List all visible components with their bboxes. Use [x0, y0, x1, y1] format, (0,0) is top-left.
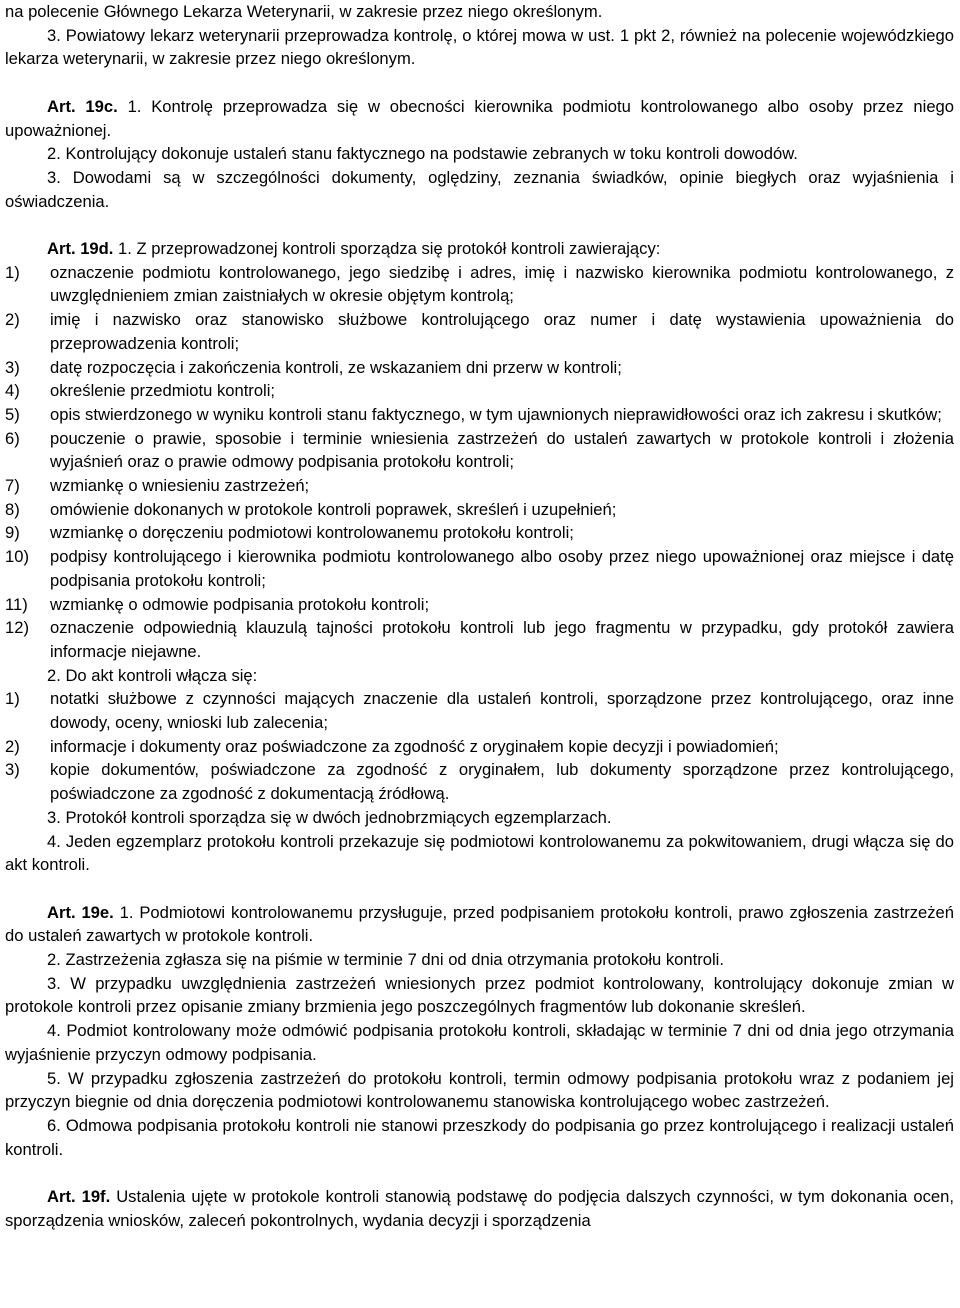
list-item-number: 1)	[5, 262, 20, 282]
list-item-number: 3)	[5, 357, 20, 377]
list-item	[5, 687, 954, 734]
art-19d-p1	[5, 237, 954, 261]
list-items-2	[5, 687, 954, 806]
paragraph-text: 1. Z przeprowadzonej kontroli sporządza się protokół kontroli zawierający:	[118, 239, 661, 258]
list-item	[5, 593, 954, 617]
paragraph-continuation: na polecenie Głównego Lekarza Weterynarii, w zakresie przez niego określonym.	[5, 2, 603, 21]
list-item-number: 11)	[5, 594, 28, 614]
list-item-number: 10)	[5, 547, 29, 567]
list-item	[5, 261, 954, 308]
list-item-number: 8)	[5, 499, 20, 519]
list-item	[5, 498, 954, 522]
list-item	[5, 735, 954, 759]
list-item-number: 12)	[5, 618, 29, 638]
art-19e-p3: 3. W przypadku uwzględnienia zastrzeżeń wniesionych przez podmiot kontrolowany, kontrolujący dokonuje zmian w protokole kontroli przez opisanie zmiany brzmienia jego poszczególnych fragmentów lub dokonanie skreśleń.	[5, 973, 954, 1017]
art-19d-p2: 2. Do akt kontroli włącza się:	[47, 665, 258, 685]
list-item-text: oznaczenie odpowiednią klauzulą tajności protokołu kontroli lub jego fragmentu w przypadku, gdy protokół zawiera informacje niejawne.	[50, 618, 954, 661]
list-item	[5, 427, 954, 474]
list-item-number: 7)	[5, 476, 20, 496]
list-item-text: opis stwierdzonego w wyniku kontroli stanu faktycznego, w tym ujawnionych nieprawidłowości oraz ich zakresu i skutków;	[50, 404, 942, 424]
list-item	[5, 616, 954, 663]
art-19c-p1	[5, 95, 954, 142]
art-19f-p1	[5, 1185, 954, 1232]
list-item-text: informacje i dokumenty oraz poświadczone za zgodność z oryginałem kopie decyzji i powiadomień;	[50, 736, 779, 756]
list-item	[5, 474, 954, 498]
list-item	[5, 379, 954, 403]
list-item-number: 3)	[5, 760, 20, 780]
list-item-number: 4)	[5, 381, 20, 401]
list-item-text: imię i nazwisko oraz stanowisko służbowe kontrolującego oraz numer i datę wystawienia upoważnienia do przeprowadzenia kontroli;	[50, 310, 954, 353]
art-19e-p1	[5, 901, 954, 948]
list-item-text: wzmiankę o doręczeniu podmiotowi kontrolowanemu protokołu kontroli;	[50, 523, 574, 543]
list-item	[5, 521, 954, 545]
list-item	[5, 403, 954, 427]
list-item-number: 9)	[5, 523, 20, 543]
paragraph-text: 1. Kontrolę przeprowadza się w obecności kierownika podmiotu kontrolowanego albo osoby przez niego upoważnionej.	[5, 96, 954, 140]
article-label: Art. 19f.	[47, 1187, 111, 1207]
list-item-text: wzmiankę o odmowie podpisania protokołu kontroli;	[50, 594, 430, 614]
article-label: Art. 19e.	[47, 902, 114, 922]
list-item	[5, 308, 954, 355]
list-item-text: wzmiankę o wniesieniu zastrzeżeń;	[50, 476, 310, 496]
list-item-text: omówienie dokonanych w protokole kontroli poprawek, skreśleń i uzupełnień;	[50, 499, 617, 519]
art-19d-p4: 4. Jeden egzemplarz protokołu kontroli przekazuje się podmiotowi kontrolowanemu za pokwitowaniem, drugi włącza się do akt kontroli.	[5, 831, 954, 875]
list-item-text: notatki służbowe z czynności mających znaczenie dla ustaleń kontroli, sporządzone przez kontrolującego, oraz inne dowody, oceny, wnioski lub zalecenia;	[50, 689, 954, 733]
list-items-1	[5, 261, 954, 664]
list-item	[5, 758, 954, 805]
list-item-text: datę rozpoczęcia i zakończenia kontroli, ze wskazaniem dni przerw w kontroli;	[50, 357, 622, 377]
list-item-number: 2)	[5, 310, 20, 330]
list-item-text: pouczenie o prawie, sposobie i terminie wniesienia zastrzeżeń do ustaleń zawartych w protokole kontroli i złożenia wyjaśnień oraz o prawie odmowy podpisania protokołu kontroli;	[50, 428, 954, 472]
list-item-text: kopie dokumentów, poświadczone za zgodność z oryginałem, lub dokumenty sporządzone przez kontrolującego, poświadczone za zgodność z dokumentacją źródłową.	[50, 760, 954, 804]
paragraph-text: Ustalenia ujęte w protokole kontroli stanowią podstawę do podjęcia dalszych czynności, w tym dokonania ocen, sporządzenia wniosków, zaleceń pokontrolnych, wydania decyzji i sporządzenia	[5, 1187, 954, 1230]
list-item	[5, 545, 954, 592]
list-item-text: określenie przedmiotu kontroli;	[50, 381, 276, 401]
art-19d-p3: 3. Protokół kontroli sporządza się w dwóch jednobrzmiących egzemplarzach.	[47, 807, 612, 827]
list-item-number: 2)	[5, 736, 20, 756]
list-item-text: podpisy kontrolującego i kierownika podmiotu kontrolowanego albo osoby przez niego upoważnionej oraz miejsce i datę podpisania protokołu kontroli;	[50, 547, 954, 590]
list-item-number: 5)	[5, 404, 20, 424]
list-item-number: 6)	[5, 428, 20, 448]
art-19e-p2: 2. Zastrzeżenia zgłasza się na piśmie w terminie 7 dni od dnia otrzymania protokołu kontroli.	[47, 950, 724, 970]
art-19e-p5: 5. W przypadku zgłoszenia zastrzeżeń do protokołu kontroli, termin odmowy podpisania protokołu wraz z podaniem jej przyczyn biegnie od dnia doręczenia podmiotowi kontrolowanemu stanowiska kontrolującego wobec zastrzeżeń.	[5, 1068, 954, 1112]
paragraph-text: 1. Podmiotowi kontrolowanemu przysługuje, przed podpisaniem protokołu kontroli, prawo zgłoszenia zastrzeżeń do ustaleń zawartych w protokole kontroli.	[5, 902, 954, 946]
art-19c-p3: 3. Dowodami są w szczególności dokumenty, oględziny, zeznania świadków, opinie biegłych oraz wyjaśnienia i oświadczenia.	[5, 167, 954, 211]
list-item-text: oznaczenie podmiotu kontrolowanego, jego siedzibę i adres, imię i nazwisko kierownika podmiotu kontrolowanego, z uwzględnieniem zmian zaistniałych w okresie objętym kontrolą;	[50, 262, 954, 306]
paragraph-ust-3: 3. Powiatowy lekarz weterynarii przeprowadza kontrolę, o której mowa w ust. 1 pkt 2, również na polecenie wojewódzkiego lekarza weterynarii, w zakresie przez niego określonym.	[5, 25, 954, 69]
art-19c-p2: 2. Kontrolujący dokonuje ustaleń stanu faktycznego na podstawie zebranych w toku kontroli dowodów.	[47, 144, 798, 164]
article-label: Art. 19c.	[47, 96, 118, 116]
art-19e-p6: 6. Odmowa podpisania protokołu kontroli nie stanowi przeszkody do podpisania go przez kontrolującego i realizacji ustaleń kontroli.	[5, 1116, 954, 1159]
list-item-number: 1)	[5, 689, 20, 709]
list-item	[5, 356, 954, 380]
article-label: Art. 19d.	[47, 239, 114, 258]
art-19e-p4: 4. Podmiot kontrolowany może odmówić podpisania protokołu kontroli, składając w terminie 7 dni od dnia jego otrzymania wyjaśnienie przyczyn odmowy podpisania.	[5, 1021, 954, 1064]
